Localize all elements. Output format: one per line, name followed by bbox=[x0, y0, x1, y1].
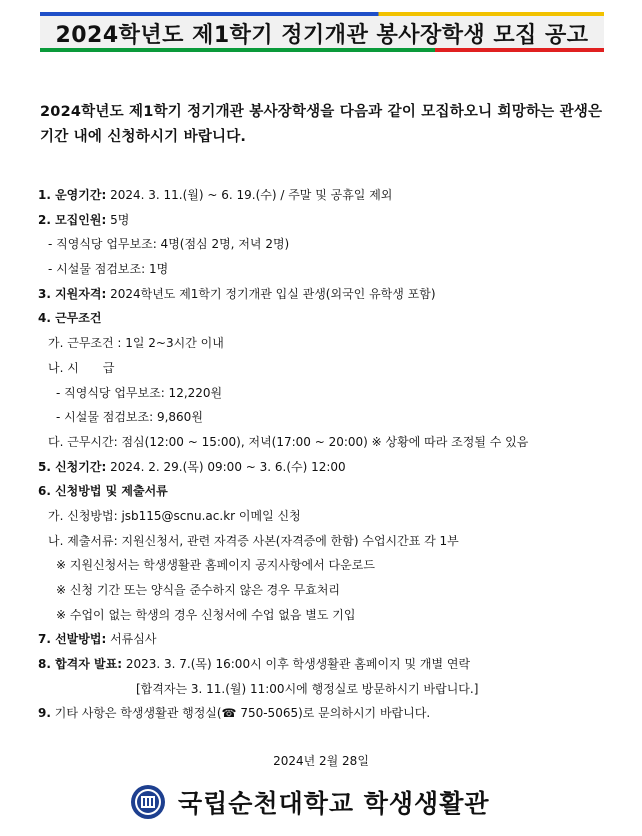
item-eligibility: 3. 지원자격: 2024학년도 제1학기 정기개관 입실 관생(외국인 유학생 포함) bbox=[38, 286, 436, 301]
item-application-method: 6. 신청방법 및 제출서류 bbox=[38, 484, 168, 499]
title-banner bbox=[40, 12, 604, 52]
item-sub: [합격자는 3. 11.(월) 11:00시에 행정실로 방문하시기 바랍니다.] bbox=[136, 681, 479, 696]
notice-items bbox=[38, 183, 608, 726]
title-top-stripe bbox=[40, 12, 604, 16]
item-sub: 나. 제출서류: 지원신청서, 관련 자격증 사본(자격증에 한함) 수업시간표 각 1부 bbox=[48, 533, 459, 548]
university-emblem-icon bbox=[130, 784, 166, 820]
item-selection: 7. 선발방법: 서류심사 bbox=[38, 632, 157, 647]
item-note: ※ 수업이 없는 학생의 경우 신청서에 수업 없음 별도 기입 bbox=[56, 607, 356, 622]
item-sub: 다. 근무시간: 점심(12:00 ~ 15:00), 저녁(17:00 ~ 20:00) ※ 상황에 따라 조정될 수 있음 bbox=[48, 434, 529, 449]
item-sub: - 시설물 점검보조: 9,860원 bbox=[56, 410, 203, 425]
title-bottom-stripe bbox=[40, 48, 604, 52]
item-other: 9. 기타 사항은 학생생활관 행정실(☎ 750-5065)로 문의하시기 바랍니다. bbox=[38, 706, 431, 721]
item-recruit-count: 2. 모집인원: 5명 bbox=[38, 212, 130, 227]
item-sub: - 직영식당 업무보조: 4명(점심 2명, 저녁 2명) bbox=[48, 237, 290, 252]
footer-signature bbox=[130, 782, 490, 822]
notice-date: 2024년 2월 28일 bbox=[273, 754, 369, 768]
item-note: ※ 신청 기간 또는 양식을 준수하지 않은 경우 무효처리 bbox=[56, 583, 341, 597]
item-application-period: 5. 신청기간: 2024. 2. 29.(목) 09:00 ~ 3. 6.(수) 12:00 bbox=[38, 459, 346, 474]
item-sub: 나. 시 급 bbox=[48, 360, 115, 375]
page-title: 2024학년도 제1학기 정기개관 봉사장학생 모집 공고 bbox=[55, 23, 589, 48]
item-period: 1. 운영기간: 2024. 3. 11.(월) ~ 6. 19.(수) / 주말 및 공휴일 제외 bbox=[38, 188, 393, 202]
item-note: ※ 지원신청서는 학생생활관 홈페이지 공지사항에서 다운로드 bbox=[56, 558, 375, 573]
item-sub: 가. 신청방법: jsb115@scnu.ac.kr 이메일 신청 bbox=[48, 508, 301, 523]
item-announcement: 8. 합격자 발표: 2023. 3. 7.(목) 16:00시 이후 학생생활관 홈페이지 및 개별 연락 bbox=[38, 657, 471, 672]
item-sub: - 시설물 점검보조: 1명 bbox=[48, 262, 169, 277]
organization-name: 국립순천대학교 학생생활관 bbox=[178, 789, 490, 818]
item-sub: - 직영식당 업무보조: 12,220원 bbox=[56, 385, 223, 400]
item-conditions: 4. 근무조건 bbox=[38, 311, 102, 326]
intro-paragraph: 2024학년도 제1학기 정기개관 봉사장학생을 다음과 같이 모집하오니 희망하는 관생은 기간 내에 신청하시기 바랍니다. bbox=[40, 104, 603, 145]
item-sub: 가. 근무조건 : 1일 2~3시간 이내 bbox=[48, 336, 224, 351]
